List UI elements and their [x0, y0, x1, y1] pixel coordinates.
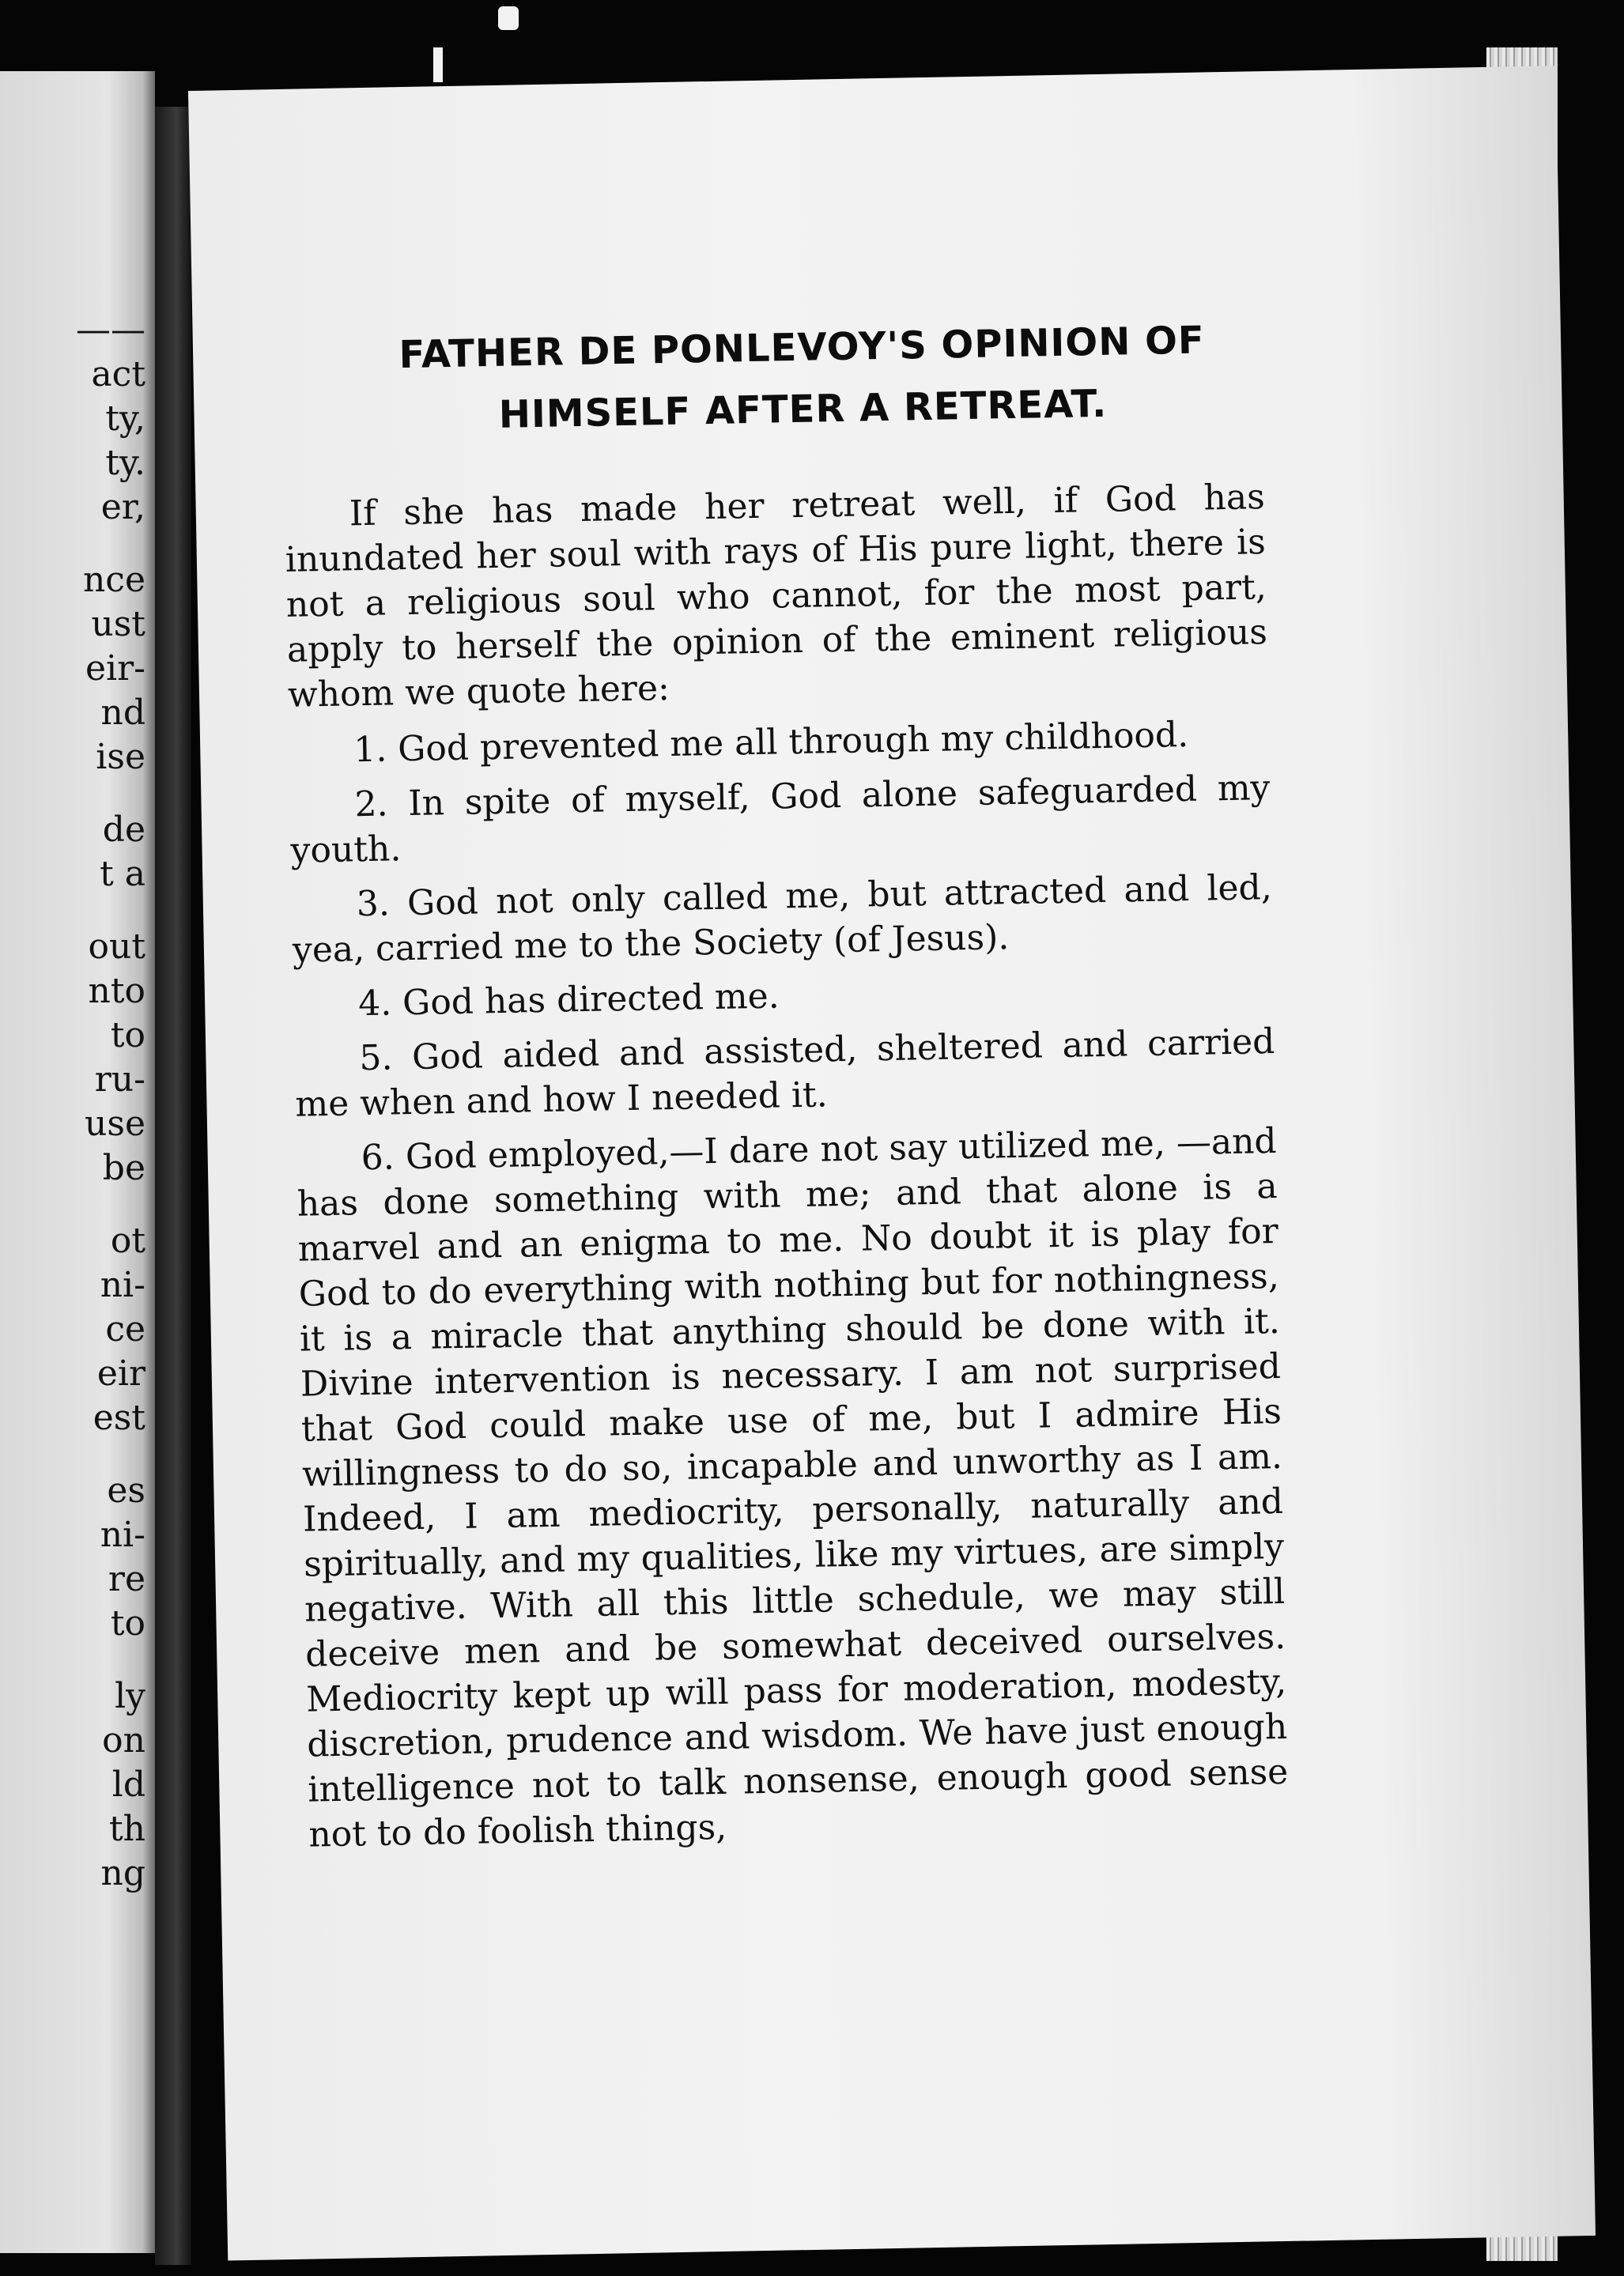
- left-page: [0, 71, 155, 2253]
- left-fragment: out: [88, 927, 145, 967]
- left-fragment: est: [93, 1398, 145, 1438]
- left-fragment: es: [107, 1470, 145, 1511]
- left-fragment: ot: [110, 1221, 145, 1261]
- left-fragment: ce: [105, 1309, 145, 1349]
- left-page-text-fragments: [5, 308, 155, 1896]
- left-fragment: t a: [100, 854, 145, 894]
- left-fragment: on: [102, 1720, 145, 1761]
- left-fragment: nto: [88, 971, 145, 1011]
- left-fragment: nd: [100, 693, 145, 733]
- scan-mark: [498, 6, 519, 30]
- left-fragment: act: [91, 354, 145, 394]
- left-fragment: to: [110, 1015, 145, 1055]
- left-fragment-gap: [5, 530, 145, 558]
- left-fragment: ng: [100, 1853, 145, 1893]
- scan-mark: [433, 47, 443, 82]
- left-fragment: ly: [115, 1676, 145, 1716]
- left-fragment: er,: [100, 487, 145, 527]
- list-item: 5. God aided and assisted, sheltered and carried me when and how I needed it.: [295, 1021, 1275, 1125]
- list-item: 6. God employed,—I dare not say utilized me, —and has done something with me; and that alone is a marvel and an enigma to me. No doubt it is play for God to do everything with nothing but for nothingness, it is a miracle that anything should be done with it. Divine intervention is necessary. I am not surprised that God could make use of me, but I admire His willingness to do so, incapable and unworthy as I am. Indeed, I am mediocrity, personally, naturally and spiritually, and my qualities, like my virtues, are simply negative. With all this little schedule, we may still deceive men and be somewhat deceived ourselves. Mediocrity kept up will pass for moderation, modesty, discretion, prudence and wisdom. We have just enough intelligence not to talk nonsense, enough good sense not to do foolish things,: [296, 1121, 1289, 1855]
- left-fragment: ty,: [105, 398, 145, 439]
- left-fragment: ust: [91, 604, 145, 644]
- heading-line-1: FATHER DE PONLEVOY'S OPINION OF: [398, 318, 1206, 378]
- left-fragment-gap: [5, 779, 145, 808]
- page-heading: [287, 308, 1317, 450]
- left-fragment-gap: [5, 1646, 145, 1674]
- left-fragment: th: [108, 1809, 145, 1849]
- left-fragment: ld: [111, 1765, 145, 1805]
- left-fragment: ty.: [105, 443, 145, 483]
- left-fragment: to: [110, 1603, 145, 1644]
- left-fragment-gap: [5, 896, 145, 925]
- left-fragment: re: [108, 1559, 145, 1599]
- left-fragment: eir-: [85, 648, 145, 689]
- left-fragment-gap: [5, 1440, 145, 1469]
- left-fragment: ——: [76, 310, 145, 350]
- list-item: 3. God not only called me, but attracted and led, yea, carried me to the Society (of Jesus).: [292, 867, 1273, 971]
- left-fragment: use: [85, 1104, 145, 1144]
- left-fragment: ni-: [100, 1515, 145, 1555]
- left-fragment: be: [102, 1148, 145, 1188]
- left-fragment-gap: [5, 1191, 145, 1219]
- intro-paragraph: If she has made her retreat well, if God has inundated her soul with rays of His pure light, there is not a religious soul who cannot, for the most part, apply to herself the opinion of the eminent religious whom we quote here:: [285, 477, 1268, 715]
- book-gutter: [155, 107, 191, 2265]
- left-fragment: ise: [96, 737, 145, 777]
- list-item: 1. God prevented me all through my childhood.: [353, 714, 1189, 771]
- left-fragment: ru-: [94, 1059, 145, 1100]
- list-item: 2. In spite of myself, God alone safeguarded my youth.: [290, 768, 1271, 871]
- page-body: [284, 474, 1290, 1866]
- left-fragment: ni-: [100, 1265, 145, 1305]
- left-fragment: de: [102, 810, 145, 850]
- left-fragment: nce: [82, 560, 145, 600]
- right-page: [188, 66, 1596, 2260]
- left-fragment: eir: [96, 1353, 145, 1394]
- heading-line-2: HIMSELF AFTER A RETREAT.: [498, 381, 1108, 437]
- list-item: 4. God has directed me.: [357, 976, 780, 1025]
